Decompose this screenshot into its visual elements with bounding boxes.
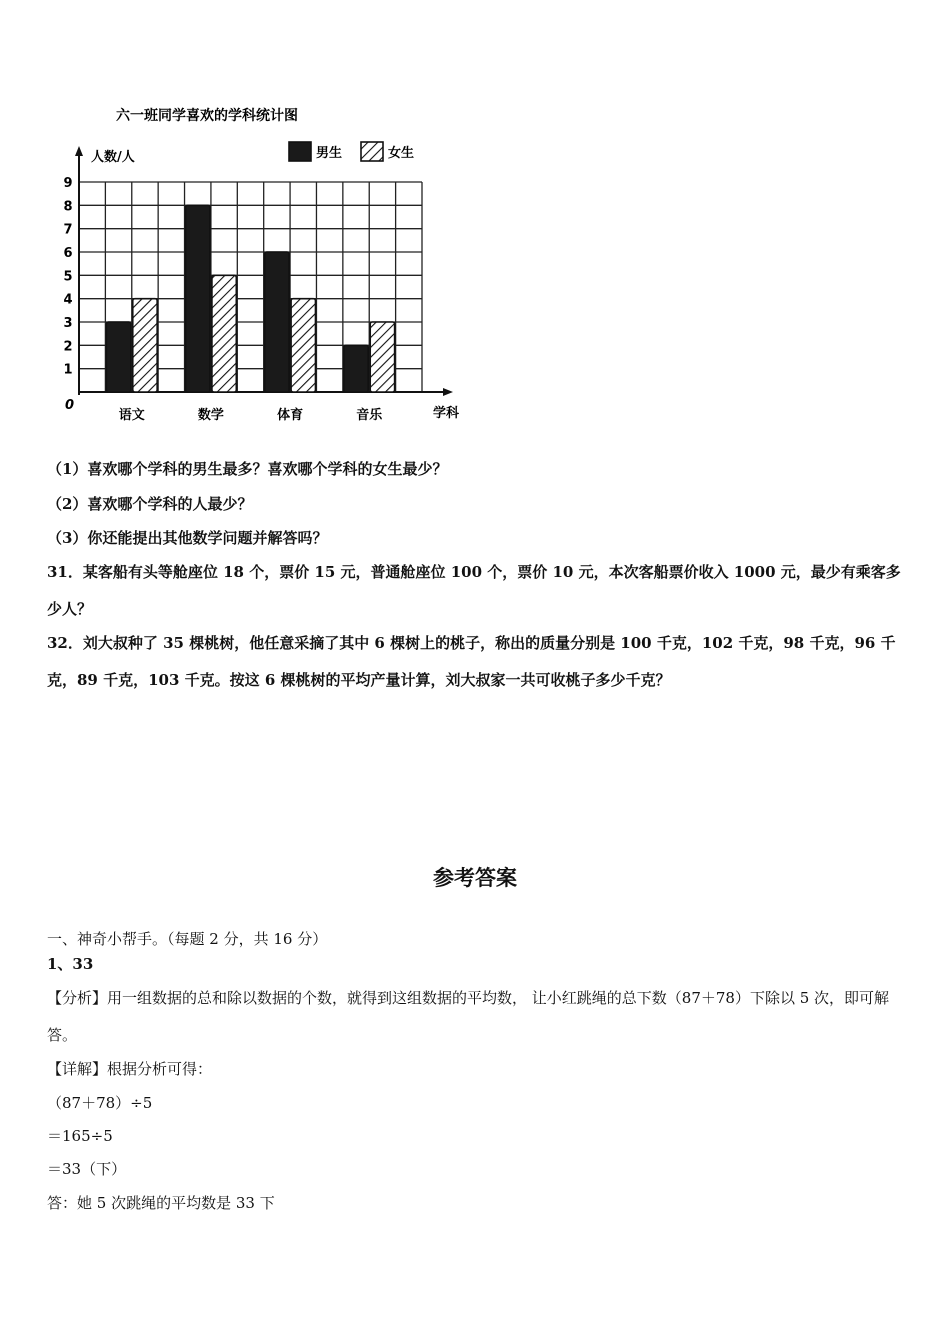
answers-title: 参考答案 [433, 865, 517, 890]
question-3: （3）你还能提出其他数学问题并解答吗？ [47, 529, 328, 547]
y-tick-label: 3 [63, 316, 73, 331]
answer-step-3: ＝33（下） [47, 1160, 127, 1178]
bar-boys [265, 252, 289, 392]
question-31: 31．某客船有头等舱座位 18 个，票价 15 元，普通舱座位 100 个，票价 10 元，本次客船票价收入 1000 元，最少有乘客多少人？ [47, 563, 901, 618]
y-tick-label: 9 [63, 176, 73, 191]
bar-girls [291, 299, 315, 392]
legend-swatch [289, 142, 311, 161]
answer-step-1: （87＋78）÷5 [47, 1094, 153, 1112]
question-32: 32．刘大叔种了 35 棵桃树，他任意采摘了其中 6 棵树上的桃子，称出的质量分别是 100 千克，102 千克，98 千克，96 千克，89 千克，103 千克。按这 6 棵桃树的平均产量计算，刘大叔家一共可收桃子多少千克？ [47, 634, 896, 689]
y-tick-label: 8 [63, 199, 73, 215]
y-tick-label: 4 [63, 292, 73, 308]
y-tick-label: 7 [63, 222, 73, 238]
answer-conclusion: 答：她 5 次跳绳的平均数是 33 下 [47, 1194, 275, 1212]
answer-item-1: 1、33 [47, 955, 94, 973]
chart-title: 六一班同学喜欢的学科统计图 [116, 108, 298, 124]
answer-detail: 【详解】根据分析可得： [47, 1060, 213, 1078]
bar-girls [133, 299, 157, 392]
x-tick-label: 语文 [118, 408, 145, 423]
answer-section-heading: 一、神奇小帮手。（每题 2 分，共 16 分） [47, 930, 328, 948]
origin-label: 0 [65, 398, 75, 413]
y-tick-label: 6 [63, 246, 73, 261]
bar-boys [186, 205, 210, 392]
bar-chart [55, 98, 475, 428]
y-axis-label: 人数/人 [91, 150, 135, 165]
question-1: （1）喜欢哪个学科的男生最多？喜欢哪个学科的女生最少？ [47, 460, 448, 478]
answer-step-2: ＝165÷5 [47, 1127, 113, 1145]
x-tick-label: 数学 [197, 408, 224, 423]
x-tick-label: 音乐 [356, 408, 383, 423]
x-axis-arrow [443, 388, 453, 396]
bar-girls [212, 275, 236, 392]
legend-label: 男生 [316, 146, 343, 161]
y-tick-label: 2 [63, 339, 73, 355]
x-tick-label: 体育 [277, 408, 304, 423]
y-tick-label: 5 [63, 269, 73, 285]
legend-label: 女生 [388, 146, 415, 161]
bar-boys [344, 345, 368, 392]
bar-boys [106, 322, 130, 392]
y-tick-label: 1 [63, 362, 73, 378]
chart-legend [289, 142, 414, 161]
y-axis-arrow [75, 146, 83, 156]
x-axis-label: 学科 [433, 406, 460, 421]
bar-girls [370, 322, 394, 392]
question-2: （2）喜欢哪个学科的人最少？ [47, 495, 253, 513]
legend-swatch [361, 142, 383, 161]
answer-analysis: 【分析】用一组数据的总和除以数据的个数，就得到这组数据的平均数， 让小红跳绳的总下数（87＋78）下除以 5 次，即可解答。 [47, 989, 890, 1044]
